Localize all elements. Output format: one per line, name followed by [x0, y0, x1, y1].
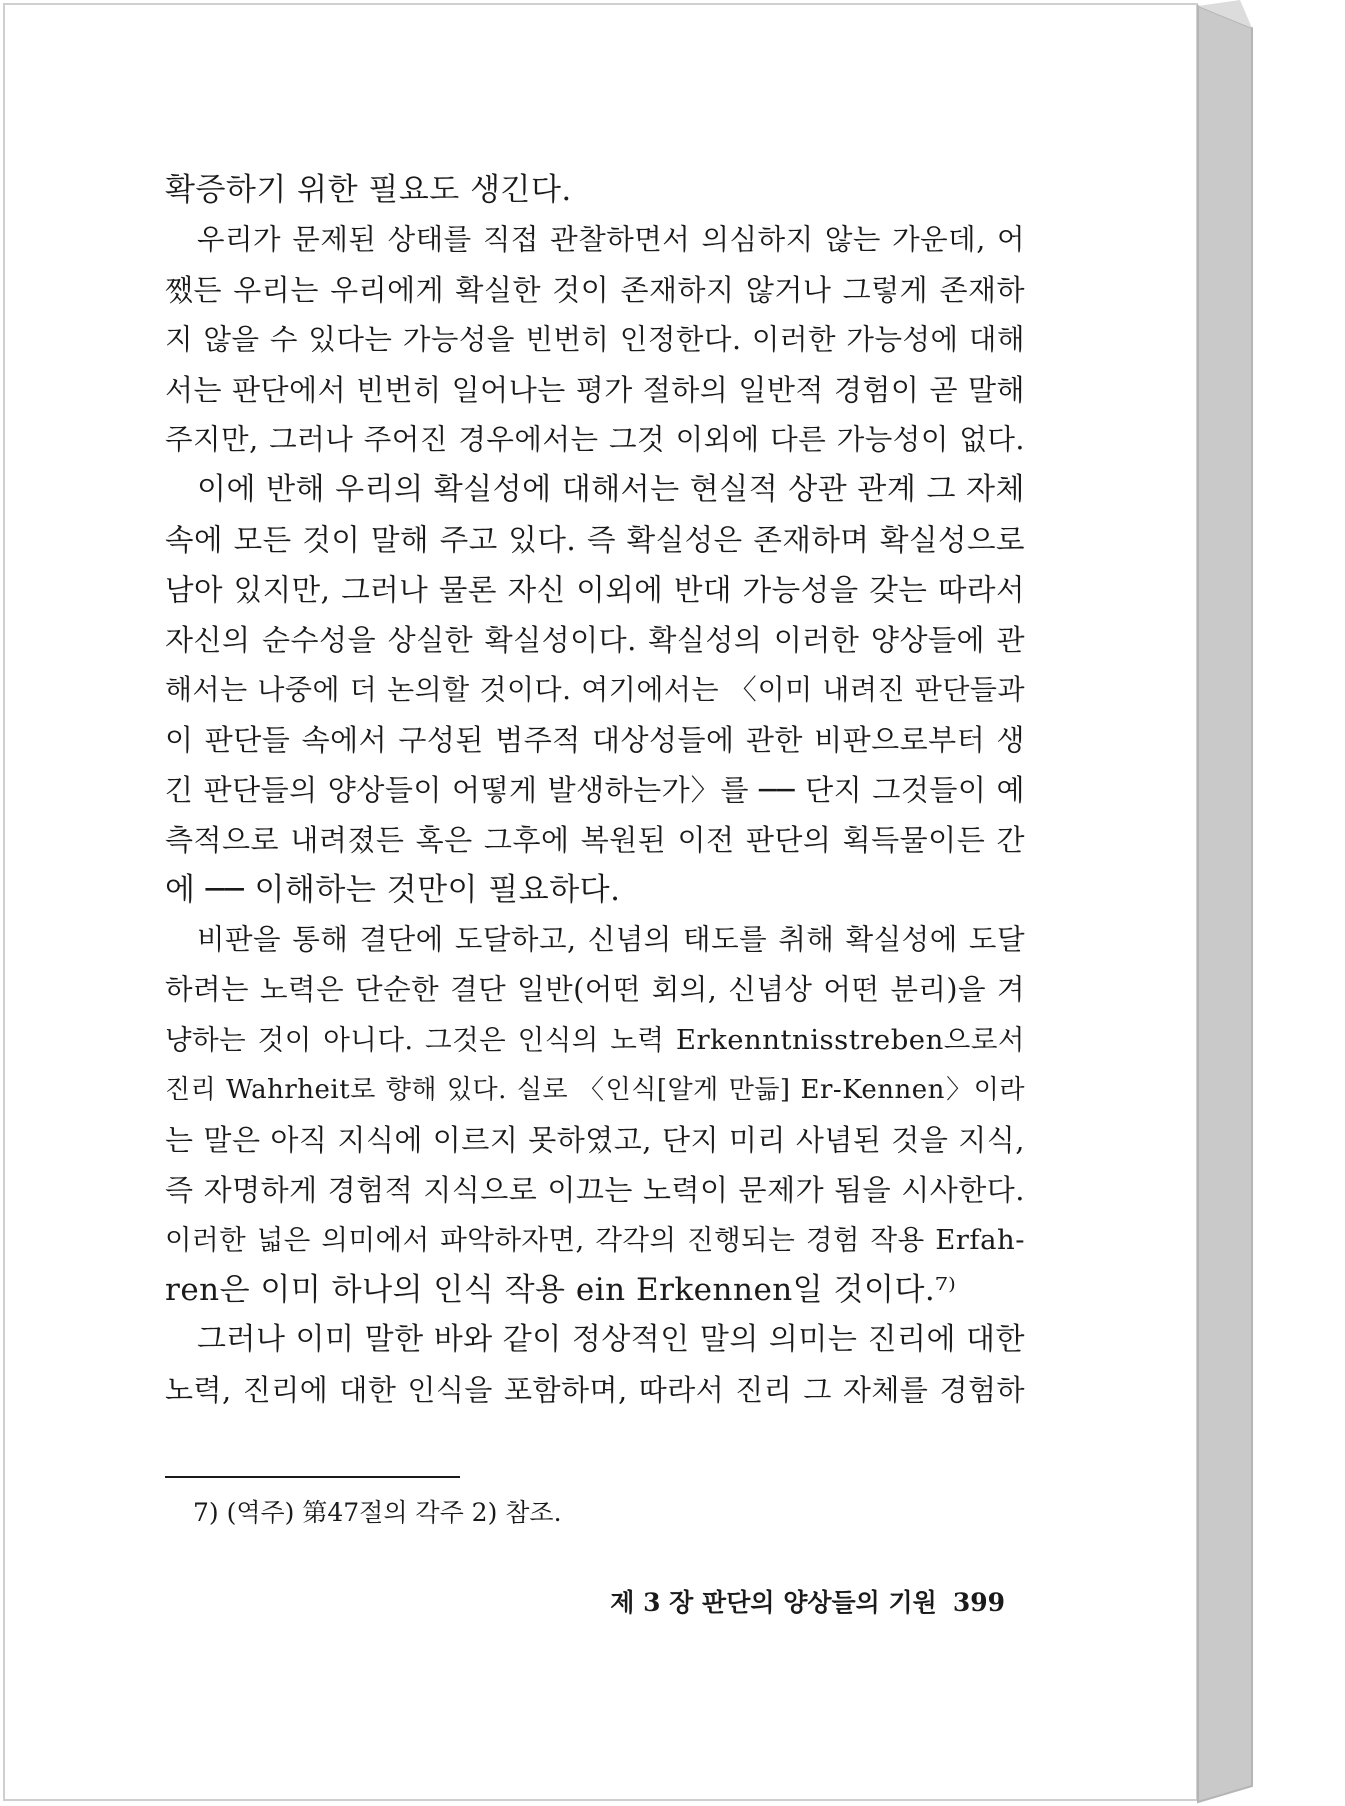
text-line: 확증하기 위한 필요도 생긴다.	[165, 172, 572, 208]
text-line: 남아 있지만, 그러나 물론 자신 이외에 반대 가능성을 갖는 따라서	[165, 573, 1025, 607]
text-line: 해서는 나중에 더 논의할 것이다. 여기에서는 〈이미 내려진 판단들과	[165, 673, 1025, 706]
text-line: 에 ── 이해하는 것만이 필요하다.	[165, 872, 621, 908]
text-line: 노력, 진리에 대한 인식을 포함하며, 따라서 진리 그 자체를 경험하	[165, 1373, 1025, 1407]
text-line: 그러나 이미 말한 바와 같이 정상적인 말의 의미는 진리에 대한	[197, 1322, 1025, 1357]
footnote-divider	[165, 1476, 460, 1478]
text-line: 우리가 문제된 상태를 직접 관찰하면서 의심하지 않는 가운데, 어	[197, 223, 1025, 256]
running-footer	[610, 1586, 1005, 1620]
text-line: 이 판단들 속에서 구성된 범주적 대상성들에 관한 비판으로부터 생	[165, 723, 1025, 757]
text-line: 비판을 통해 결단에 도달하고, 신념의 태도를 취해 확실성에 도달	[197, 923, 1025, 956]
text-line: 쨌든 우리는 우리에게 확실한 것이 존재하지 않거나 그렇게 존재하	[165, 273, 1025, 307]
text-line: ren은 이미 하나의 인식 작용 ein Erkennen일 것이다.⁷⁾	[165, 1272, 957, 1308]
text-line: 진리 Wahrheit로 향해 있다. 실로 〈인식[알게 만듦] Er-Kennen〉이라	[165, 1075, 1025, 1105]
text-line: 속에 모든 것이 말해 주고 있다. 즉 확실성은 존재하며 확실성으로	[165, 523, 1025, 557]
page-number: 399	[952, 1588, 1005, 1617]
text-line: 긴 판단들의 양상들이 어떻게 발생하는가〉를 ── 단지 그것들이 예	[165, 773, 1025, 807]
text-line: 는 말은 아직 지식에 이르지 못하였고, 단지 미리 사념된 것을 지식,	[165, 1123, 1025, 1157]
text-line: 지 않을 수 있다는 가능성을 빈번히 인정한다. 이러한 가능성에 대해	[165, 323, 1025, 356]
text-line: 이에 반해 우리의 확실성에 대해서는 현실적 상관 관계 그 자체	[197, 472, 1025, 507]
chapter-title: 제 3 장 판단의 양상들의 기원	[610, 1588, 937, 1617]
text-line: 냥하는 것이 아니다. 그것은 인식의 노력 Erkenntnisstreben으로서	[165, 1024, 1025, 1056]
text-line: 즉 자명하게 경험적 지식으로 이끄는 노력이 문제가 됨을 시사한다.	[165, 1173, 1025, 1207]
text-line: 측적으로 내려졌든 혹은 그후에 복원된 이전 판단의 획득물이든 간	[165, 823, 1025, 857]
text-line: 이러한 넓은 의미에서 파악하자면, 각각의 진행되는 경험 작용 Erfah-	[165, 1224, 1025, 1256]
text-line: 자신의 순수성을 상실한 확실성이다. 확실성의 이러한 양상들에 관	[165, 623, 1025, 657]
text-line: 하려는 노력은 단순한 결단 일반(어떤 회의, 신념상 어떤 분리)을 겨	[165, 973, 1025, 1006]
text-line: 서는 판단에서 빈번히 일어나는 평가 절하의 일반적 경험이 곧 말해	[165, 373, 1025, 407]
text-line: 주지만, 그러나 주어진 경우에서는 그것 이외에 다른 가능성이 없다.	[165, 423, 1025, 456]
footnote: 7) (역주) 第47절의 각주 2) 참조.	[193, 1498, 562, 1527]
body-text	[165, 165, 1025, 1415]
